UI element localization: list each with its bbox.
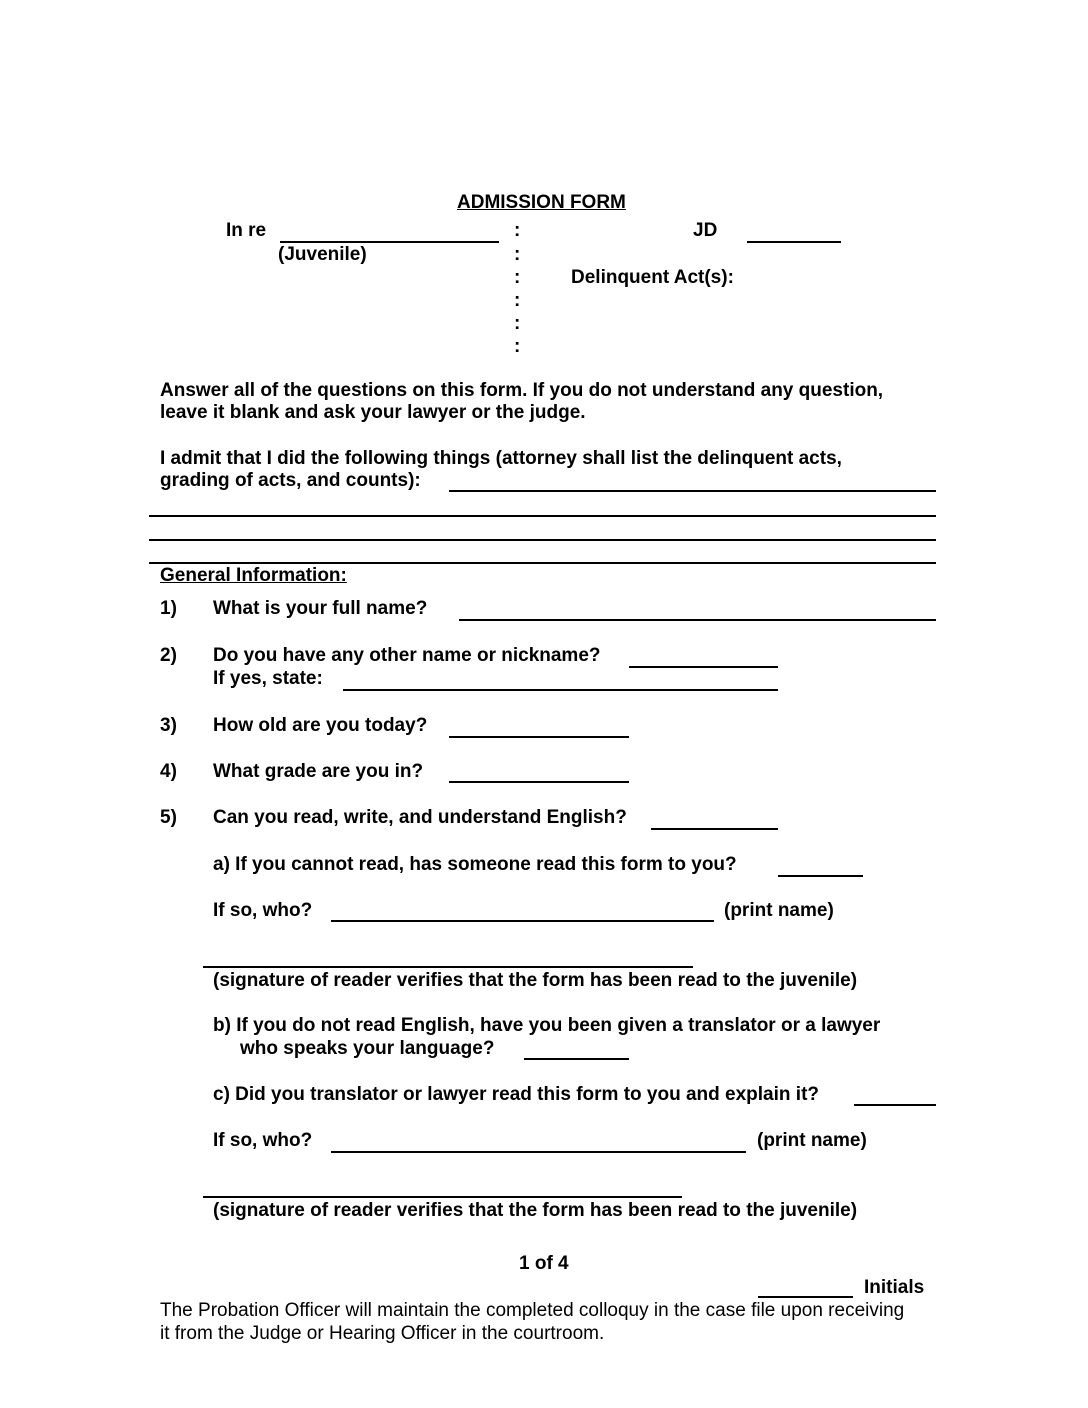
initials-label: Initials [864,1277,925,1298]
jd-number-line[interactable] [747,241,841,243]
reader-signature-line[interactable] [203,966,693,968]
nickname-state-field[interactable] [343,689,778,691]
question-number: 1) [160,598,177,619]
delinquent-acts-line[interactable] [449,490,936,492]
question-number: 3) [160,715,177,736]
nickname-state-label: If yes, state: [213,668,323,689]
read-to-you-field[interactable] [778,875,863,877]
caption-colon: : [514,313,521,334]
signature-note: (signature of reader verifies that the form has been read to the juvenile) [213,1200,858,1221]
form-title: ADMISSION FORM [457,192,626,213]
initials-line[interactable] [758,1296,853,1298]
delinquent-acts-line[interactable] [149,539,936,541]
probation-note: The Probation Officer will maintain the completed colloquy in the case file upon receiving [160,1300,905,1321]
reader-name-field[interactable] [331,920,714,922]
juvenile-name-line[interactable] [280,241,499,243]
question-5c: c) Did you translator or lawyer read this form to you and explain it? [213,1084,819,1105]
nickname-answer-field[interactable] [629,666,778,668]
instructions-line: Answer all of the questions on this form. If you do not understand any question, [160,380,884,401]
translator-given-field[interactable] [524,1058,629,1060]
print-name-label: (print name) [724,900,834,921]
if-so-who-label: If so, who? [213,1130,313,1151]
juvenile-label: (Juvenile) [278,244,367,265]
question-age: How old are you today? [213,715,428,736]
general-info-heading: General Information: [160,565,347,586]
english-field[interactable] [651,828,778,830]
question-full-name: What is your full name? [213,598,428,619]
question-5b: b) If you do not read English, have you been given a translator or a lawyer [213,1015,881,1036]
age-field[interactable] [449,736,629,738]
translator-read-field[interactable] [854,1104,936,1106]
admit-statement: I admit that I did the following things (attorney shall list the delinquent acts, [160,448,842,469]
question-5b: who speaks your language? [240,1038,495,1059]
question-nickname: Do you have any other name or nickname? [213,645,601,666]
delinquent-acts-line[interactable] [149,562,936,564]
page-number: 1 of 4 [519,1253,569,1274]
question-grade: What grade are you in? [213,761,424,782]
question-5a: a) If you cannot read, has someone read this form to you? [213,854,737,875]
question-number: 2) [160,645,177,666]
full-name-field[interactable] [459,619,936,621]
question-number: 4) [160,761,177,782]
caption-colon: : [514,244,521,265]
delinquent-acts-line[interactable] [149,515,936,517]
caption-colon: : [514,267,521,288]
print-name-label: (print name) [757,1130,867,1151]
caption-colon: : [514,336,521,357]
grade-field[interactable] [449,781,629,783]
admit-statement: grading of acts, and counts): [160,470,421,491]
probation-note: it from the Judge or Hearing Officer in the courtroom. [160,1323,605,1344]
translator-name-field[interactable] [331,1151,746,1153]
caption-colon: : [514,220,521,241]
delinquent-acts-label: Delinquent Act(s): [571,267,734,288]
jd-label: JD [693,220,718,241]
if-so-who-label: If so, who? [213,900,313,921]
translator-signature-line[interactable] [203,1196,682,1198]
signature-note: (signature of reader verifies that the form has been read to the juvenile) [213,970,858,991]
in-re-label: In re [226,220,267,241]
caption-colon: : [514,290,521,311]
question-english: Can you read, write, and understand English? [213,807,627,828]
question-number: 5) [160,807,177,828]
instructions-line: leave it blank and ask your lawyer or the judge. [160,402,586,423]
